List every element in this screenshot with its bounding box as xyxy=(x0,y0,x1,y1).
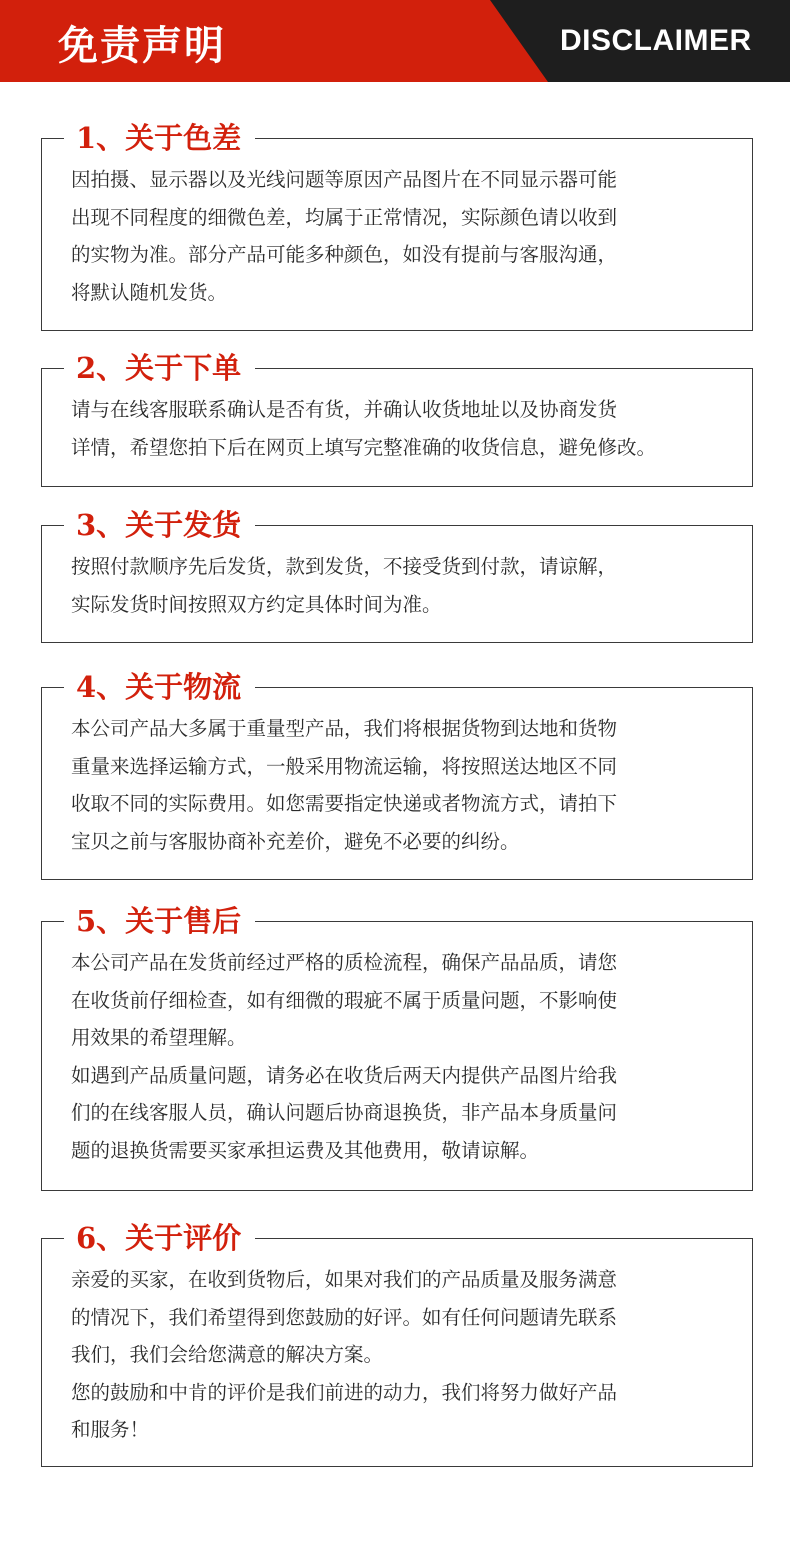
text-line: 的实物为准。部分产品可能多种颜色，如没有提前与客服沟通， xyxy=(71,243,618,266)
section-body xyxy=(71,391,731,466)
text-line: 的情况下，我们希望得到您鼓励的好评。如有任何问题请先联系 xyxy=(71,1305,618,1329)
section-body xyxy=(71,548,731,623)
section-body xyxy=(71,944,731,1169)
text-line: 请与在线客服联系确认是否有货，并确认收货地址以及协商发货 xyxy=(71,398,618,421)
text-line: 实际发货时间按照双方约定具体时间为准。 xyxy=(71,592,442,616)
section-heading: 4、关于物流 xyxy=(64,665,255,709)
text-line: 和服务！ xyxy=(71,1418,150,1441)
page-title: 免责声明 xyxy=(58,23,226,69)
section-after-sales xyxy=(41,904,753,1191)
section-heading: 2、关于下单 xyxy=(64,346,255,390)
text-line: 题的退换货需要买家承担运费及其他费用，敬请谅解。 xyxy=(71,1138,540,1162)
text-line: 我们，我们会给您满意的解决方案。 xyxy=(71,1343,384,1366)
text-line: 本公司产品大多属于重量型产品，我们将根据货物到达地和货物 xyxy=(71,717,618,740)
text-line: 用效果的希望理解。 xyxy=(71,1026,247,1049)
section-reviews xyxy=(41,1221,753,1467)
text-line: 重量来选择运输方式，一般采用物流运输，将按照送达地区不同 xyxy=(71,754,618,778)
text-line: 亲爱的买家，在收到货物后，如果对我们的产品质量及服务满意 xyxy=(71,1268,618,1291)
section-heading: 5、关于售后 xyxy=(64,899,255,943)
header-banner xyxy=(0,0,790,82)
text-line: 本公司产品在发货前经过严格的质检流程，确保产品品质，请您 xyxy=(71,951,618,974)
text-line: 出现不同程度的细微色差，均属于正常情况，实际颜色请以收到 xyxy=(71,205,618,229)
section-logistics xyxy=(41,670,753,880)
section-ordering xyxy=(41,351,753,487)
page-title-english: DISCLAIMER xyxy=(560,24,752,57)
section-shipping xyxy=(41,508,753,643)
section-heading: 1、关于色差 xyxy=(64,116,255,160)
text-line: 详情，希望您拍下后在网页上填写完整准确的收货信息，避免修改。 xyxy=(71,435,657,459)
text-line: 按照付款顺序先后发货，款到发货，不接受货到付款，请谅解， xyxy=(71,555,618,578)
section-color-difference xyxy=(41,121,753,331)
section-heading: 6、关于评价 xyxy=(64,1216,255,1260)
text-line: 如遇到产品质量问题，请务必在收货后两天内提供产品图片给我 xyxy=(71,1063,618,1087)
section-body xyxy=(71,161,731,311)
text-line: 您的鼓励和中肯的评价是我们前进的动力，我们将努力做好产品 xyxy=(71,1380,618,1404)
text-line: 在收货前仔细检查，如有细微的瑕疵不属于质量问题，不影响使 xyxy=(71,988,618,1012)
section-body xyxy=(71,1261,731,1449)
section-heading: 3、关于发货 xyxy=(64,503,255,547)
text-line: 们的在线客服人员，确认问题后协商退换货，非产品本身质量问 xyxy=(71,1101,618,1124)
section-body xyxy=(71,710,731,860)
text-line: 将默认随机发货。 xyxy=(71,280,228,304)
text-line: 收取不同的实际费用。如您需要指定快递或者物流方式，请拍下 xyxy=(71,792,618,815)
text-line: 宝贝之前与客服协商补充差价，避免不必要的纠纷。 xyxy=(71,829,520,853)
text-line: 因拍摄、显示器以及光线问题等原因产品图片在不同显示器可能 xyxy=(71,168,618,191)
